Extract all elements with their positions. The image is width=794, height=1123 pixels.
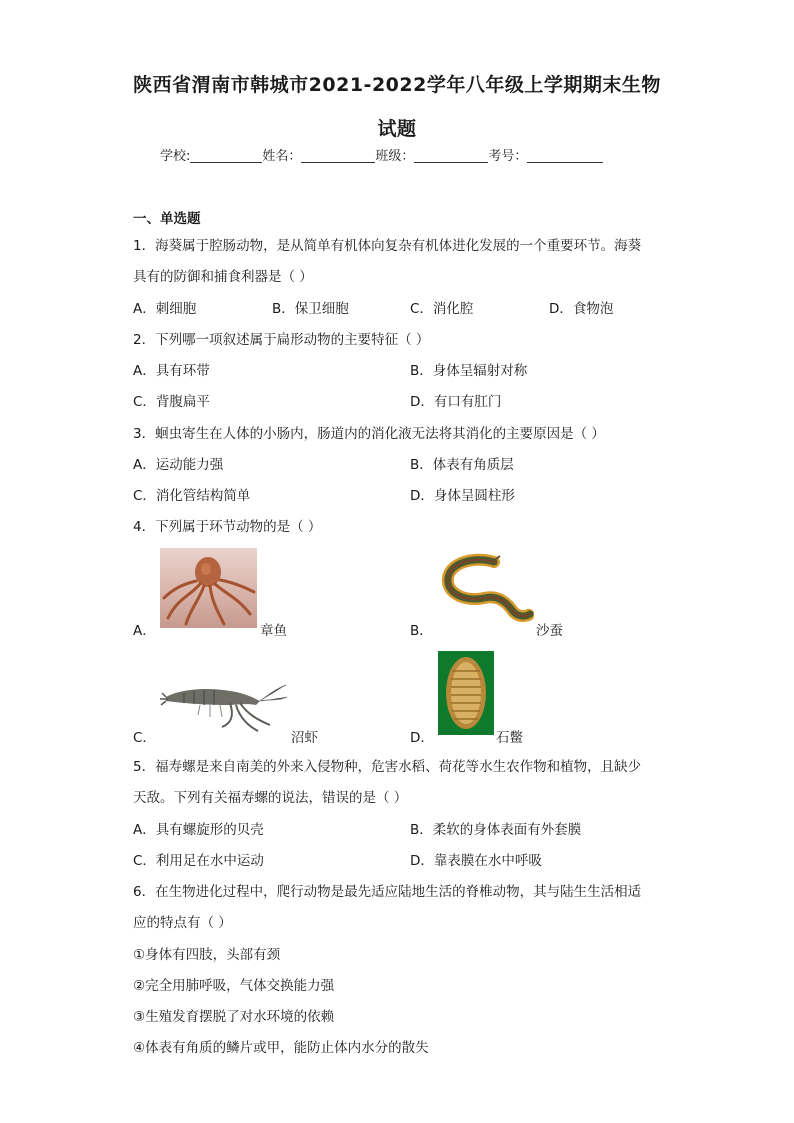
- number-label: 考号：: [488, 149, 528, 164]
- q2-option-d[interactable]: D．有口有肛门: [410, 394, 502, 410]
- question-5-stem-cont: 天敌。下列有关福寿螺的说法，错误的是（ ）: [133, 790, 408, 806]
- shrimp-image: [160, 675, 288, 737]
- q5-option-a[interactable]: A．具有螺旋形的贝壳: [133, 822, 264, 838]
- question-3-stem: 3．蛔虫寄生在人体的小肠内，肠道内的消化液无法将其消化的主要原因是（ ）: [133, 426, 605, 442]
- chiton-image: [438, 651, 494, 735]
- q4-option-d-caption: 石鳖: [496, 730, 523, 746]
- q1-option-c[interactable]: C．消化腔: [410, 301, 474, 317]
- q3-option-c[interactable]: C．消化管结构简单: [133, 488, 251, 504]
- number-field[interactable]: [527, 148, 603, 163]
- question-6-stem: 6．在生物进化过程中，爬行动物是最先适应陆地生活的脊椎动物，其与陆生生活相适: [133, 884, 642, 900]
- page-title: 陕西省渭南市韩城市2021-2022学年八年级上学期期末生物: [133, 74, 661, 96]
- q4-option-b-caption: 沙蚕: [536, 623, 563, 639]
- class-field[interactable]: [414, 148, 488, 163]
- q3-option-b[interactable]: B．体表有角质层: [410, 457, 514, 473]
- q2-option-a[interactable]: A．具有环带: [133, 363, 210, 379]
- question-1-stem: 1．海葵属于腔肠动物，是从简单有机体向复杂有机体进化发展的一个重要环节。海葵: [133, 238, 642, 254]
- school-label: 学校:: [160, 149, 191, 164]
- student-info-row: [160, 145, 603, 164]
- page-title-cont: 试题: [377, 118, 417, 140]
- q4-option-b[interactable]: B．: [410, 623, 433, 639]
- q2-option-b[interactable]: B．身体呈辐射对称: [410, 363, 528, 379]
- question-2-stem: 2．下列哪一项叙述属于扁形动物的主要特征（ ）: [133, 332, 430, 348]
- q6-item-2: ②完全用肺呼吸，气体交换能力强: [133, 978, 335, 994]
- q4-option-c-caption: 沼虾: [291, 730, 318, 746]
- q4-option-d[interactable]: D．: [410, 730, 434, 746]
- q4-option-a-caption: 章鱼: [260, 623, 287, 639]
- question-1-stem-cont: 具有的防御和捕食利器是（ ）: [133, 269, 313, 285]
- q5-option-d[interactable]: D．靠表膜在水中呼吸: [410, 853, 542, 869]
- class-label: 班级：: [375, 149, 415, 164]
- q4-option-a[interactable]: A．: [133, 623, 156, 639]
- octopus-image: [160, 548, 257, 628]
- q5-option-b[interactable]: B．柔软的身体表面有外套膜: [410, 822, 582, 838]
- q1-option-a[interactable]: A．刺细胞: [133, 301, 197, 317]
- q1-option-b[interactable]: B．保卫细胞: [272, 301, 349, 317]
- ragworm-image: [436, 552, 534, 626]
- name-label: 姓名：: [262, 149, 302, 164]
- school-field[interactable]: [190, 148, 262, 163]
- q2-option-c[interactable]: C．背腹扁平: [133, 394, 210, 410]
- q6-item-3: ③生殖发育摆脱了对水环境的依赖: [133, 1009, 335, 1025]
- q3-option-a[interactable]: A．运动能力强: [133, 457, 224, 473]
- q3-option-d[interactable]: D．身体呈圆柱形: [410, 488, 515, 504]
- section-heading: 一、单选题: [133, 211, 201, 227]
- q1-option-d[interactable]: D．食物泡: [549, 301, 614, 317]
- name-field[interactable]: [301, 148, 375, 163]
- q4-option-c[interactable]: C．: [133, 730, 156, 746]
- q6-item-1: ①身体有四肢，头部有颈: [133, 947, 281, 963]
- q6-item-4: ④体表有角质的鳞片或甲，能防止体内水分的散失: [133, 1040, 429, 1056]
- question-6-stem-cont: 应的特点有（ ）: [133, 915, 232, 931]
- q5-option-c[interactable]: C．利用足在水中运动: [133, 853, 264, 869]
- question-4-stem: 4．下列属于环节动物的是（ ）: [133, 519, 322, 535]
- question-5-stem: 5．福寿螺是来自南美的外来入侵物种，危害水稻、荷花等水生农作物和植物，且缺少: [133, 759, 642, 775]
